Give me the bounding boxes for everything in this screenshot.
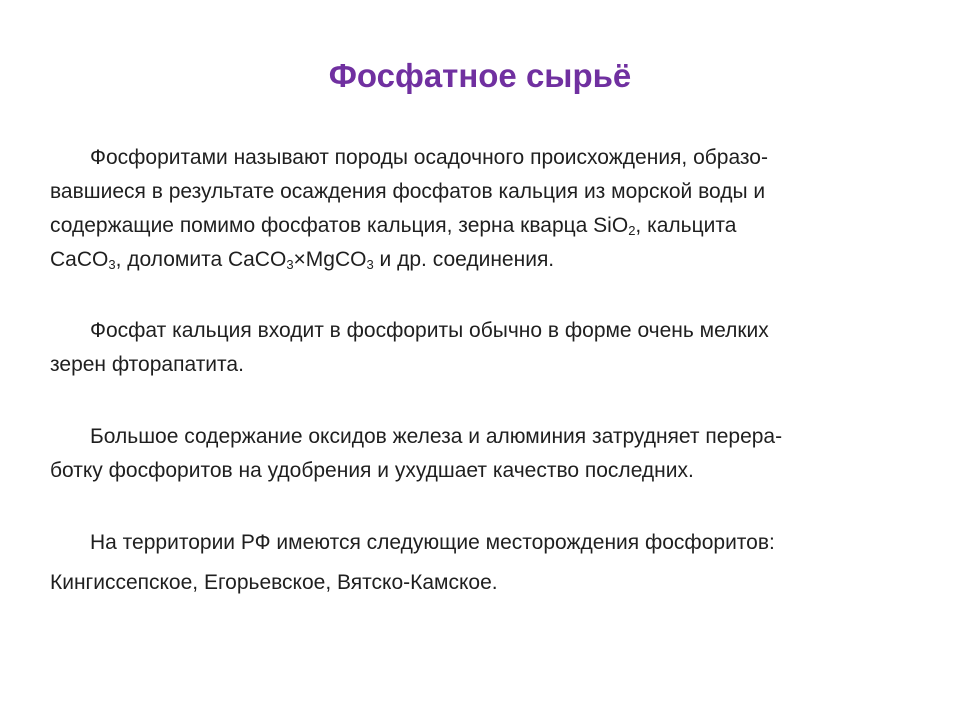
text-line: Фосфат кальция входит в фосфориты обычно в форме очень мелких [90, 319, 769, 342]
text-line: содержащие помимо фосфатов кальция, зерна кварца SiO$_2$, кальцита [50, 214, 737, 238]
text-line: ботку фосфоритов на удобрения и ухудшает качество последних. [50, 459, 694, 482]
text-line: зерен фторапатита. [50, 353, 244, 376]
slide-title: Фосфатное сырьё [328, 57, 632, 94]
paragraph-phosphorites-definition [50, 141, 910, 277]
paragraph-iron-aluminium-oxides [50, 420, 910, 488]
text-line: CaCO$_3$, доломита CaCO$_3$×MgCO$_3$ и др. соединения. [50, 248, 555, 272]
paragraph-deposits [50, 526, 910, 600]
paragraph-calcium-phosphate [50, 314, 910, 382]
text-line: вавшиеся в результате осаждения фосфатов кальция из морской воды и [50, 180, 766, 203]
text-line: Большое содержание оксидов железа и алюминия затрудняет перера- [90, 425, 783, 448]
slide-body [50, 141, 910, 600]
text-line: На территории РФ имеются следующие месторождения фосфоритов: [90, 531, 775, 554]
text-line: Кингиссепское, Егорьевское, Вятско-Камское. [50, 571, 498, 594]
text-line: Фосфоритами называют породы осадочного происхождения, образо- [90, 146, 768, 169]
